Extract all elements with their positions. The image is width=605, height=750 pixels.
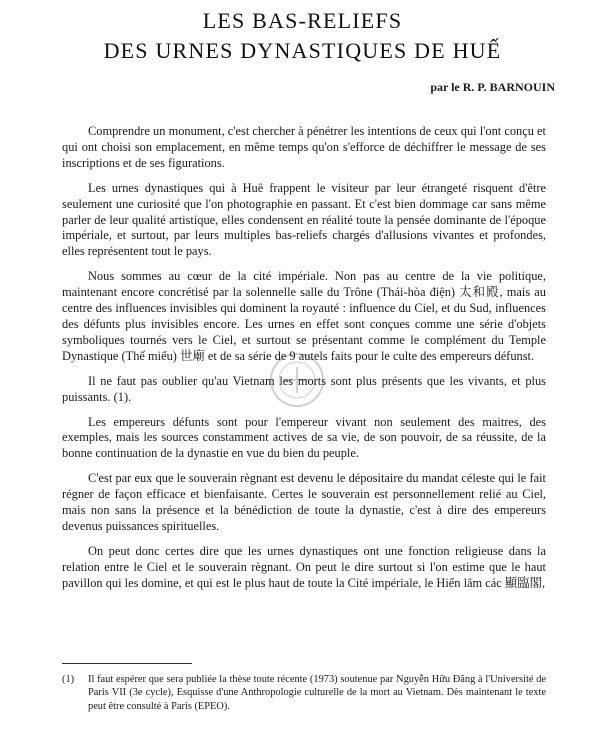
paragraph-3: Nous sommes au cœur de la cité impériale. Non pas au centre de la vie politique, maintenant encore concrétisé par la solennelle salle du Trône (Thái-hòa điện) 太和殿, mais au centre des influences invisibles qui dominent la royauté : influence du Ciel, et du Sud, influences des défunts plus invisibles encore. Les urnes en effet sont conçues comme une série d'objets symboliques tournés vers le Ciel, et surtout se présentant comme le complément du Temple Dynastique (Thế miếu) 世廟 et de sa série de 9 autels faits pour le culte des empereurs défunst.	[62, 269, 546, 363]
author-byline: par le R. P. BARNOUIN	[430, 80, 555, 94]
title-line-1: LES BAS-RELIEFS	[202, 8, 403, 33]
footnote	[62, 673, 546, 713]
footnote-text: Il faut espérer que sera publiée la thèse toute récente (1973) soutenue par Nguyễn Hữu Đăng à l'Université de Paris VII (3e cycle), Esquisse d'une Anthropologie culturelle de la mort au Vietnam. Dès maintenant le texte peut être consulté à Paris (EPEO).	[88, 674, 546, 712]
paragraph-1: Comprendre un monument, c'est chercher à pénétrer les intentions de ceux qui l'ont conçu et qui ont choisi son emplacement, en même temps qu'on s'efforce de déchiffrer le message de ses inscriptions et de ses figurations.	[62, 124, 546, 170]
paragraph-5: Les empereurs défunts sont pour l'empereur vivant non seulement des maitres, des exemples, mais les sources constamment actives de sa vie, de son pouvoir, de sa réussite, de la bonne continuation de la dynastie en vue du bien du peuple.	[62, 414, 546, 461]
title-line-2: DES URNES DYNASTIQUES DE HUẾ	[103, 38, 502, 63]
paragraph-7: On peut donc certes dire que les urnes dynastiques ont une fonction religieuse dans la relation entre le Ciel et le souverain règnant. On peut le dire surtout si l'on estime que le haut pavillon qui les domine, et qui est le plus haut de toute la Cité impériale, le Hiển lâm các 顯臨閣,	[62, 543, 546, 590]
paragraph-4: Il ne faut pas oublier qu'au Vietnam les morts sont plus présents que les vivants, et plus puissants. (1).	[62, 373, 546, 404]
library-stamp-watermark	[262, 350, 332, 410]
paragraph-6: C'est par eux que le souverain règnant est devenu le dépositaire du mandat céleste qui le fait régner de façon efficace et bienfaisante. Certes le souverain est personnellement relié au Ciel, mais non sans la présence et la bénédiction de toute la dynastie, c'est à dire des empereurs devenus puissances spirituelles.	[62, 471, 546, 533]
footnote-number: (1)	[62, 674, 75, 685]
footnote-divider	[62, 663, 192, 664]
paragraph-2: Les urnes dynastiques qui à Huê frappent le visiteur par leur étrangeté risquent d'être seulement une curiosité que l'on photographie en passant. Et c'est bien dommage car sans même parler de leur qualité artistique, elles condensent en réalité toute la pensée dominante de l'époque impériale, et surtout, par leurs multiples bas-reliefs chargés d'allusions vivantes et profondes, elles représentent tout le pays.	[62, 180, 546, 259]
